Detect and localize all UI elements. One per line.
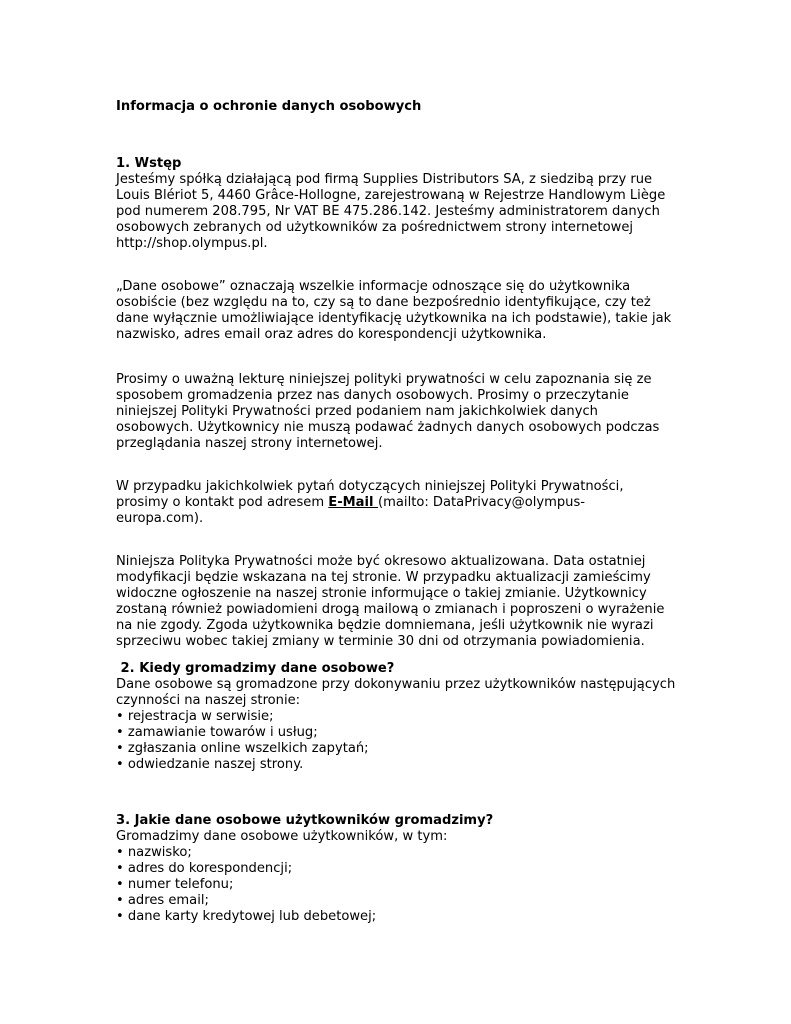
- section-3-heading: 3. Jakie dane osobowe użytkowników gromadzimy?: [116, 813, 494, 828]
- paragraph-line: widoczne ogłoszenie na naszej stronie informujące o takiej zmianie. Użytkownicy: [116, 586, 647, 601]
- paragraph-line: W przypadku jakichkolwiek pytań dotyczących niniejszej Polityki Prywatności,: [116, 479, 624, 494]
- list-item: • numer telefonu;: [116, 877, 234, 892]
- document-title: Informacja o ochronie danych osobowych: [116, 99, 422, 114]
- paragraph-line: http://shop.olympus.pl.: [116, 236, 268, 251]
- section-2-heading: 2. Kiedy gromadzimy dane osobowe?: [116, 661, 395, 676]
- paragraph-line: modyfikacji będzie wskazana na tej stronie. W przypadku aktualizacji zamieścimy: [116, 570, 651, 585]
- email-link[interactable]: E-Mail: [328, 495, 379, 510]
- paragraph-line: „Dane osobowe” oznaczają wszelkie informacje odnoszące się do użytkownika: [116, 279, 631, 294]
- paragraph-line: osobowych zebranych od użytkowników za pośrednictwem strony internetowej: [116, 220, 634, 235]
- contact-text-before: prosimy o kontakt pod adresem: [116, 495, 329, 510]
- paragraph-line: Louis Blériot 5, 4460 Grâce-Hollogne, zarejestrowaną w Rejestrze Handlowym Liège: [116, 188, 666, 203]
- paragraph-line: osobowych. Użytkownicy nie muszą podawać żadnych danych osobowych podczas: [116, 420, 660, 435]
- paragraph-line: pod numerem 208.795, Nr VAT BE 475.286.142. Jesteśmy administratorem danych: [116, 204, 660, 219]
- section-1-heading: 1. Wstęp: [116, 156, 182, 171]
- paragraph-line: na nie zgody. Zgoda użytkownika będzie domniemana, jeśli użytkownik nie wyrazi: [116, 618, 654, 633]
- list-item: • adres email;: [116, 893, 209, 908]
- paragraph-line: niniejszej Polityki Prywatności przed podaniem nam jakichkolwiek danych: [116, 404, 598, 419]
- list-item: • nazwisko;: [116, 845, 192, 860]
- paragraph-line: dane wyłącznie umożliwiające identyfikację użytkownika na ich podstawie), takie jak: [116, 311, 672, 326]
- paragraph-line: Gromadzimy dane osobowe użytkowników, w tym:: [116, 829, 448, 844]
- list-item: • adres do korespondencji;: [116, 861, 293, 876]
- contact-text-after: (mailto: DataPrivacy@olympus-: [378, 495, 586, 510]
- contact-line: [116, 495, 585, 511]
- paragraph-line: sposobem gromadzenia przez nas danych osobowych. Prosimy o przeczytanie: [116, 388, 629, 403]
- paragraph-line: Prosimy o uważną lekturę niniejszej polityki prywatności w celu zapoznania się ze: [116, 372, 652, 387]
- list-item: • zamawianie towarów i usług;: [116, 725, 318, 740]
- list-item: • zgłaszania online wszelkich zapytań;: [116, 741, 369, 756]
- paragraph-line: osobiście (bez względu na to, czy są to dane bezpośrednio identyfikujące, czy też: [116, 295, 651, 310]
- paragraph-line: zostaną również powiadomieni drogą mailową o zmianach i poproszeni o wyrażenie: [116, 602, 665, 617]
- paragraph-line: czynności na naszej stronie:: [116, 693, 301, 708]
- paragraph-line: Niniejsza Polityka Prywatności może być okresowo aktualizowana. Data ostatniej: [116, 554, 646, 569]
- paragraph-line: sprzeciwu wobec takiej zmiany w terminie 30 dni od otrzymania powiadomienia.: [116, 634, 645, 649]
- list-item: • rejestracja w serwisie;: [116, 709, 274, 724]
- paragraph-line: przeglądania naszej strony internetowej.: [116, 436, 383, 451]
- paragraph-line: Dane osobowe są gromadzone przy dokonywaniu przez użytkowników następujących: [116, 677, 676, 692]
- paragraph-line: Jesteśmy spółką działającą pod firmą Supplies Distributors SA, z siedzibą przy rue: [116, 172, 653, 187]
- list-item: • dane karty kredytowej lub debetowej;: [116, 909, 377, 924]
- paragraph-line: nazwisko, adres email oraz adres do korespondencji użytkownika.: [116, 327, 547, 342]
- paragraph-line: europa.com).: [116, 511, 204, 526]
- list-item: • odwiedzanie naszej strony.: [116, 757, 304, 772]
